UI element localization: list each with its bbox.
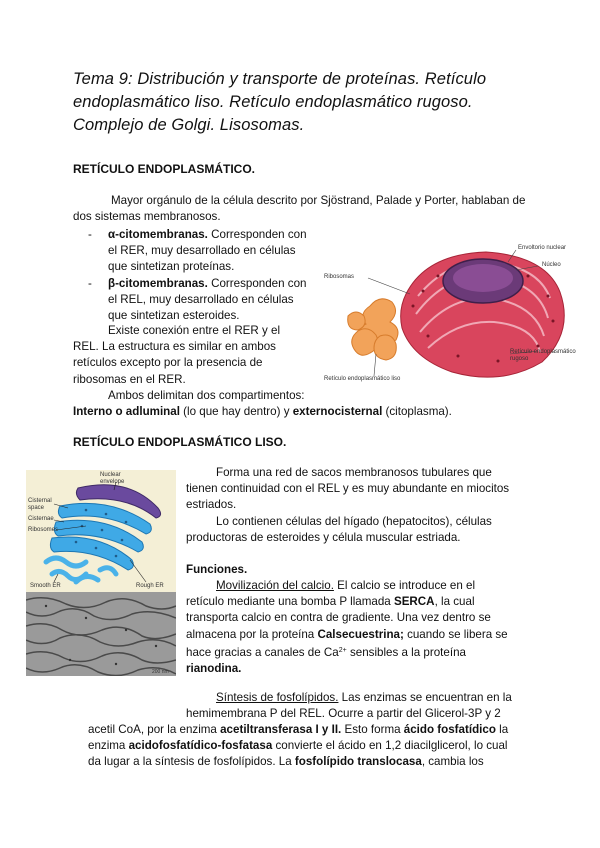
intro-paragraph: Mayor orgánulo de la célula descrito por Sjöstrand, Palade y Porter, hablaban de dos sistemas membranosos. bbox=[73, 194, 526, 224]
alpha-text1: Corresponden con bbox=[207, 228, 307, 241]
beta-text3: que sintetizan esteroides. bbox=[108, 309, 240, 323]
re-illustration bbox=[318, 236, 588, 386]
calcio-line3: transporta calcio en contra de gradiente. Una vez dentro se bbox=[186, 611, 491, 625]
label-ribosomes: Ribosomes bbox=[28, 527, 59, 533]
label-cisternae: Cisternae bbox=[28, 516, 54, 522]
beta-text1: Corresponden con bbox=[207, 277, 307, 290]
conexion-paragraph bbox=[73, 323, 323, 388]
label-smooth-er: Smooth ER bbox=[30, 583, 61, 589]
calcio-superscript: 2+ bbox=[338, 646, 347, 654]
bullet-dash-1: - bbox=[88, 228, 92, 241]
compartimentos-detail bbox=[73, 404, 543, 420]
beta-text2: el REL, muy desarrollado en células bbox=[108, 293, 294, 307]
label-scale: 200 nm bbox=[152, 669, 169, 675]
term-serca: SERCA bbox=[393, 595, 435, 609]
label-rough-er: Rough ER bbox=[136, 583, 164, 589]
funciones-heading: Funciones. bbox=[186, 563, 248, 576]
term-externocisternal: externocisternal bbox=[292, 405, 383, 418]
fosfo-paragraph-bottom bbox=[88, 722, 538, 771]
rel-p1-line2: tienen continuidad con el REL y es muy abundante en miocitos bbox=[186, 482, 510, 496]
fosfo-line3c: la bbox=[495, 723, 509, 736]
fosfo-line4a: enzima bbox=[88, 739, 129, 753]
rel-p1-line3: estriados. bbox=[186, 498, 237, 512]
conexion-line3: retículos excepto por la presencia de bbox=[73, 356, 263, 370]
label-envelope: envelope bbox=[100, 479, 125, 485]
label-rer: Retículo endoplasmático rugoso bbox=[510, 349, 576, 362]
fosfo-line2: hemimembrana P del REL. Ocurre a partir del Glicerol-3P y 2 bbox=[186, 707, 501, 721]
term-rianodina: rianodina. bbox=[186, 662, 242, 676]
calcio-line4a: almacena por la proteína bbox=[186, 627, 318, 641]
page-title: Tema 9: Distribución y transporte de proteínas. Retículo endoplasmático liso. Retículo endoplasmático rugoso. Complejo de Golgi. Lisosomas. bbox=[73, 70, 487, 134]
compartimentos-mid: (lo que hay dentro) y bbox=[179, 405, 293, 418]
conexion-line2: REL. La estructura es similar en ambos bbox=[73, 340, 276, 354]
fosfo-line5b: , cambia los bbox=[421, 755, 484, 769]
label-cisternal: Cisternal bbox=[28, 498, 52, 504]
label-rel: Retículo endoplasmático liso bbox=[324, 376, 401, 382]
fosfo-line3a: acetil CoA, por la enzima bbox=[88, 723, 221, 736]
alpha-text2: el RER, muy desarrollado en células bbox=[108, 244, 296, 258]
term-adluminal: Interno o adluminal bbox=[73, 405, 180, 418]
label-envoltorio: Envoltorio nuclear bbox=[518, 245, 567, 251]
calcio-line2a: retículo mediante una bomba P llamada bbox=[186, 595, 394, 609]
compartimentos-end: (citoplasma). bbox=[382, 405, 452, 418]
conexion-line4: ribosomas en el RER. bbox=[73, 372, 186, 386]
calcio-line5b: sensibles a la proteína bbox=[346, 645, 466, 659]
label-space: space bbox=[28, 505, 45, 511]
section-heading-rel: RETÍCULO ENDOPLASMÁTICO LISO. bbox=[73, 435, 287, 449]
bullet-beta bbox=[108, 276, 323, 325]
label-nucleo: Núcleo bbox=[542, 262, 561, 268]
bullet-alpha bbox=[108, 227, 323, 276]
calcio-title: Movilización del calcio. bbox=[216, 579, 334, 592]
term-acetiltransferasa: acetiltransferasa I y II. bbox=[220, 723, 342, 736]
section-heading-re: RETÍCULO ENDOPLASMÁTICO. bbox=[73, 162, 255, 176]
label-ribosomas: Ribosomas bbox=[324, 274, 355, 280]
rel-p1-line1: Forma una red de sacos membranosos tubulares que bbox=[216, 466, 492, 479]
bullet-dash-2: - bbox=[88, 277, 92, 290]
term-acidofosfatidico-fosfatasa: acidofosfatídico-fosfatasa bbox=[128, 739, 273, 753]
rel-paragraph-2 bbox=[186, 514, 536, 546]
term-fosfolipido-translocasa: fosfolípido translocasa bbox=[294, 755, 422, 769]
rel-p2-line1: Lo contienen células del hígado (hepatocitos), células bbox=[216, 515, 492, 528]
rel-p2-line2: productoras de esteroides y célula muscular estriada. bbox=[186, 531, 461, 545]
beta-term: β-citomembranas. bbox=[108, 277, 208, 290]
fosfo-line3b: Esto forma bbox=[341, 723, 404, 736]
term-calsecuestrina: Calsecuestrina; bbox=[317, 627, 404, 641]
fosfo-line5a: da lugar a la síntesis de fosfolípidos. La bbox=[88, 755, 295, 769]
rel-paragraph-1 bbox=[186, 465, 536, 514]
calcio-paragraph bbox=[186, 578, 536, 677]
alpha-text3: que sintetizan proteínas. bbox=[108, 260, 235, 274]
term-acido-fosfatidico: ácido fosfatídico bbox=[403, 723, 496, 736]
er-figure bbox=[26, 470, 176, 678]
fosfo-title: Síntesis de fosfolípidos. bbox=[216, 691, 339, 704]
calcio-line1: El calcio se introduce en el bbox=[333, 579, 476, 592]
calcio-line5a: hace gracias a canales de Ca bbox=[186, 645, 339, 659]
calcio-line4b: cuando se libera se bbox=[403, 627, 508, 641]
fosfo-line1: Las enzimas se encuentran en la bbox=[338, 691, 512, 704]
alpha-term: α-citomembranas. bbox=[108, 228, 208, 241]
label-nuclear: Nuclear bbox=[100, 472, 121, 478]
fosfo-line4b: convierte el ácido en 1,2 diacilglicerol, lo cual bbox=[272, 739, 508, 753]
conexion-line1: Existe conexión entre el RER y el bbox=[108, 324, 281, 337]
compartimentos-line: Ambos delimitan dos compartimentos: bbox=[108, 389, 305, 402]
calcio-line2b: , la cual bbox=[434, 595, 475, 609]
fosfo-paragraph-top bbox=[186, 690, 536, 722]
